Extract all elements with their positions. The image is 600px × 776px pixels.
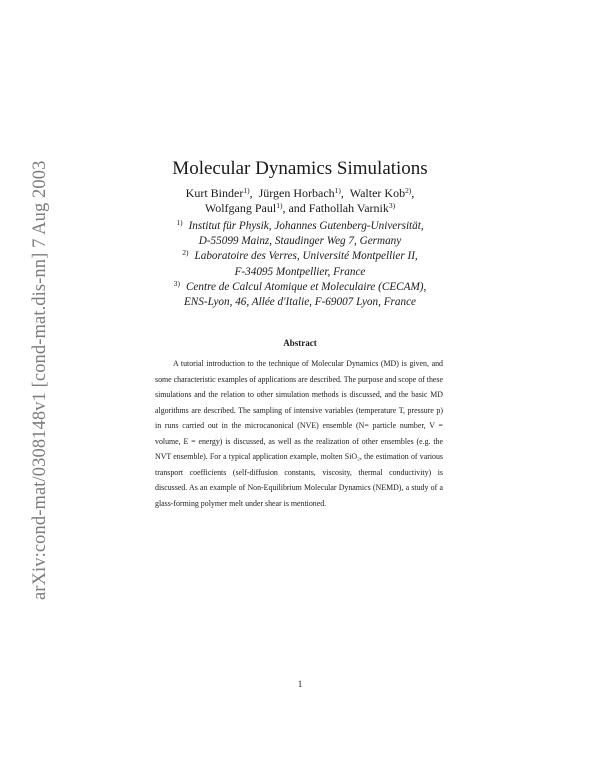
author-name: Kurt Binder xyxy=(185,186,244,200)
author-line-2 xyxy=(0,201,600,216)
affiliation-text: Laboratoire des Verres, Université Montpellier II, xyxy=(194,250,418,263)
affiliation-marker: 1) xyxy=(176,218,183,227)
affiliation-3-line-1 xyxy=(0,280,600,295)
affiliation-2-line-2: F-34095 Montpellier, France xyxy=(234,265,366,278)
abstract-body: A tutorial introduction to the technique of Molecular Dynamics (MD) is given, and some characteristic examples of applications are described. The purpose and scope of these simulations and the relation to other simulation methods is discussed, and the basic MD algorithms are described. The sampling of intensive variables (temperature T, pressure p) in runs carried out in the microcanonical (NVE) ensemble (N= particle number, V = volume, E = energy) is discussed, as well as the realization of other ensembles (e.g. the NVT ensemble). For a typical application example, molten SiO₂, the estimation of various transport coefficients (self-diffusion constants, viscosity, thermal conductivity) is discussed. As an example of Non-Equilibrium Molecular Dynamics (NEMD), a study of a glass-forming polymer melt under shear is mentioned. xyxy=(155,359,443,508)
affiliations xyxy=(0,219,600,310)
affiliation-text: Centre de Calcul Atomique et Moleculaire (CECAM), xyxy=(185,280,427,293)
author-line-1 xyxy=(0,186,600,201)
affiliation-1-line-2: D-55099 Mainz, Staudinger Weg 7, Germany xyxy=(198,235,402,248)
author-name: Jürgen Horbach xyxy=(258,186,335,200)
author-affil-marker: 1) xyxy=(243,186,250,195)
arxiv-stamp: arXiv:cond-mat/0308148v1 [cond-mat.dis-nn] 7 Aug 2003 xyxy=(30,160,50,600)
author-name: Fathollah Varnik xyxy=(308,201,389,215)
author-list xyxy=(0,186,600,216)
affiliation-text: Institut für Physik, Johannes Gutenberg-Universität, xyxy=(188,220,424,232)
abstract-heading: Abstract xyxy=(283,338,317,348)
author-affil-marker: 3) xyxy=(388,201,396,210)
author-separator: , xyxy=(411,186,415,200)
author-affil-marker: 2) xyxy=(405,186,412,195)
affiliation-marker: 2) xyxy=(182,248,189,258)
affiliation-marker: 3) xyxy=(173,278,180,288)
affiliation-3-line-2: ENS-Lyon, 46, Allée d'Italie, F-69007 Lyon, France xyxy=(183,296,417,309)
author-separator: , xyxy=(340,186,350,200)
paper-title: Molecular Dynamics Simulations xyxy=(172,158,428,179)
author-separator: , and xyxy=(282,201,309,215)
affiliation-2-line-1 xyxy=(0,249,600,264)
author-separator: , xyxy=(249,186,259,200)
affiliation-1-line-1 xyxy=(0,219,600,234)
author-affil-marker: 1) xyxy=(334,186,341,195)
author-affil-marker: 1) xyxy=(276,201,283,210)
author-name: Wolfgang Paul xyxy=(204,201,277,215)
page-number: 1 xyxy=(297,679,303,689)
author-name: Walter Kob xyxy=(349,186,406,200)
